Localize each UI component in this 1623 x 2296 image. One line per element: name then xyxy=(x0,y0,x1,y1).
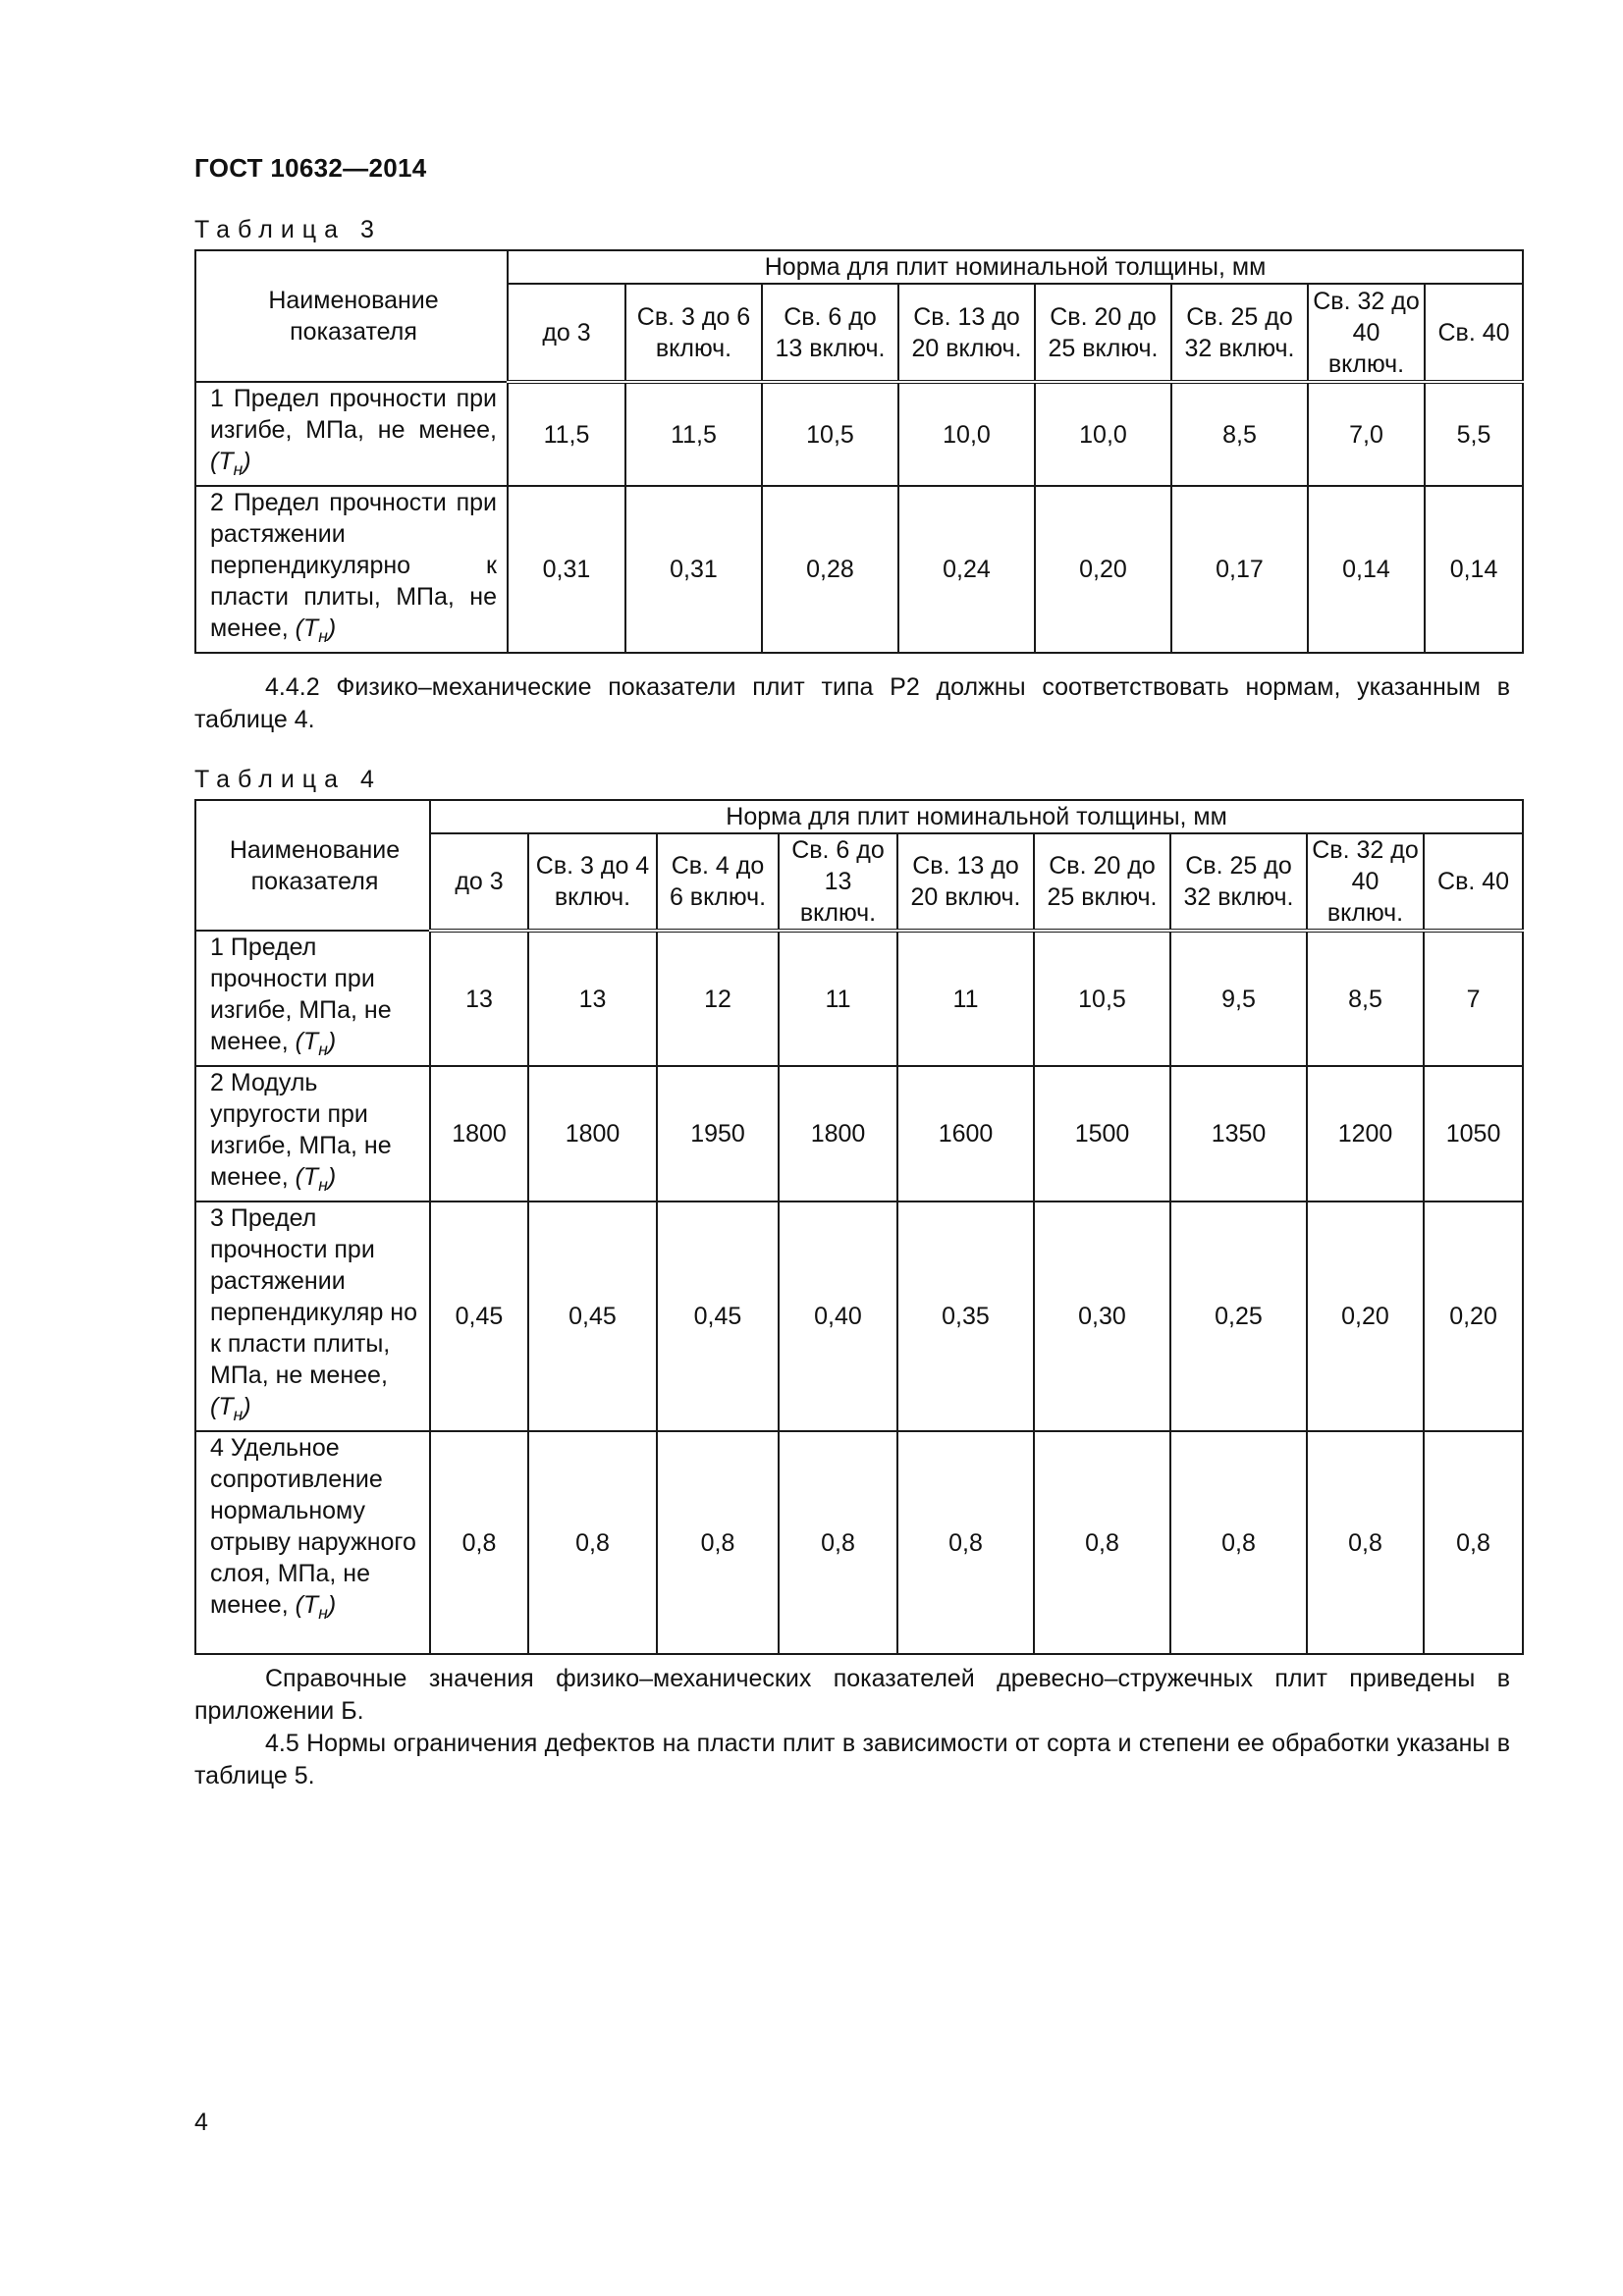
table-cell: 0,45 xyxy=(657,1201,779,1431)
table-3-row-name xyxy=(195,486,508,653)
table-cell: 0,17 xyxy=(1171,486,1308,653)
table-cell: 7 xyxy=(1424,931,1523,1066)
table-row xyxy=(195,1066,1523,1201)
paragraph-4-4-2 xyxy=(194,671,1510,736)
table-cell: 1800 xyxy=(430,1066,528,1201)
document-header: ГОСТ 10632—2014 xyxy=(194,153,427,183)
table-cell: 1950 xyxy=(657,1066,779,1201)
table-row xyxy=(195,1201,1523,1431)
table-cell: 0,30 xyxy=(1034,1201,1170,1431)
table-cell: 0,20 xyxy=(1424,1201,1523,1431)
table-3-col-header: Св. 6 до 13 включ. xyxy=(762,284,898,382)
table-cell: 0,8 xyxy=(1034,1431,1170,1654)
table-cell: 0,8 xyxy=(657,1431,779,1654)
row-name-text: 3 Предел прочности при растяжении перпендикуляр но к пласти плиты, МПа, не менее, xyxy=(210,1204,417,1389)
table-cell: 1350 xyxy=(1170,1066,1307,1201)
table-cell: 1800 xyxy=(779,1066,897,1201)
table-4 xyxy=(194,799,1524,1655)
table-4-col-header: Св. 25 до 32 включ. xyxy=(1170,833,1307,931)
table-cell: 0,8 xyxy=(1170,1431,1307,1654)
table-cell: 1800 xyxy=(528,1066,657,1201)
table-cell: 0,14 xyxy=(1425,486,1523,653)
table-cell: 0,8 xyxy=(779,1431,897,1654)
row-unit: $(T_н)$ xyxy=(210,448,251,479)
table-4-col-header: до 3 xyxy=(430,833,528,931)
table-row xyxy=(195,1431,1523,1654)
table-cell: 12 xyxy=(657,931,779,1066)
table-4-col-header: Св. 32 до 40 включ. xyxy=(1307,833,1424,931)
table-3-col-header: Св. 40 xyxy=(1425,284,1523,382)
table-4-caption: Таблица 4 xyxy=(194,766,382,793)
table-cell: 0,35 xyxy=(897,1201,1034,1431)
table-cell: 0,31 xyxy=(508,486,625,653)
table-4-group-header: Норма для плит номинальной толщины, мм xyxy=(430,800,1523,833)
table-4-row-name xyxy=(195,1066,430,1201)
row-name-text: 1 Предел прочности при изгибе, МПа, не менее, xyxy=(210,934,392,1055)
table-cell: 7,0 xyxy=(1308,382,1425,486)
row-unit: $(T_н)$ xyxy=(295,614,337,646)
table-3-group-header: Норма для плит номинальной толщины, мм xyxy=(508,250,1523,284)
page-number: 4 xyxy=(194,2109,208,2136)
table-3-caption: Таблица 3 xyxy=(194,216,382,243)
table-3 xyxy=(194,249,1524,654)
table-cell: 0,25 xyxy=(1170,1201,1307,1431)
table-cell: 0,28 xyxy=(762,486,898,653)
table-cell: 10,5 xyxy=(1034,931,1170,1066)
table-cell: 11,5 xyxy=(508,382,625,486)
table-cell: 1050 xyxy=(1424,1066,1523,1201)
row-unit: $(T_н)$ xyxy=(295,1591,337,1623)
row-name-text: 4 Удельное сопротивление нормальному отрыву наружного слоя, МПа, не менее, xyxy=(210,1434,416,1619)
paragraph-4-5: 4.5 Нормы ограничения дефектов на пласти плит в зависимости от сорта и степени ее обработки указаны в таблице 5. xyxy=(194,1730,1510,1789)
table-cell: 0,14 xyxy=(1308,486,1425,653)
table-cell: 10,0 xyxy=(1035,382,1171,486)
table-row xyxy=(195,931,1523,1066)
table-cell: 0,8 xyxy=(1424,1431,1523,1654)
table-cell: 11 xyxy=(779,931,897,1066)
paragraph-text: 4.4.2 Физико–механические показатели плит типа Р2 должны соответствовать нормам, указанным в таблице 4. xyxy=(194,673,1510,733)
table-4-col-header: Св. 4 до 6 включ. xyxy=(657,833,779,931)
table-cell: 10,0 xyxy=(898,382,1035,486)
table-3-col-header: Св. 25 до 32 включ. xyxy=(1171,284,1308,382)
table-cell: 10,5 xyxy=(762,382,898,486)
table-cell: 11,5 xyxy=(625,382,762,486)
table-cell: 0,20 xyxy=(1035,486,1171,653)
table-cell: 0,8 xyxy=(528,1431,657,1654)
row-unit: $(T_н)$ xyxy=(210,1393,251,1424)
row-name-text: 2 Предел прочности при растяжении перпендикулярно к пласти плиты, МПа, не менее, xyxy=(210,489,497,642)
table-cell: 11 xyxy=(897,931,1034,1066)
table-4-row-name xyxy=(195,931,430,1066)
table-cell: 0,8 xyxy=(897,1431,1034,1654)
table-3-col-header: Св. 20 до 25 включ. xyxy=(1035,284,1171,382)
table-4-col-header: Св. 13 до 20 включ. xyxy=(897,833,1034,931)
table-3-col-header: Св. 32 до 40 включ. xyxy=(1308,284,1425,382)
table-cell: 0,40 xyxy=(779,1201,897,1431)
table-cell: 13 xyxy=(528,931,657,1066)
row-unit: $(T_н)$ xyxy=(295,1163,337,1195)
table-cell: 0,8 xyxy=(1307,1431,1424,1654)
table-cell: 0,31 xyxy=(625,486,762,653)
table-cell: 0,45 xyxy=(528,1201,657,1431)
row-name-text: 2 Модуль упругости при изгибе, МПа, не менее, xyxy=(210,1069,392,1191)
table-cell: 9,5 xyxy=(1170,931,1307,1066)
table-cell: 0,45 xyxy=(430,1201,528,1431)
table-4-name-header: Наименование показателя xyxy=(195,800,430,931)
table-4-row-name xyxy=(195,1201,430,1431)
table-4-col-header: Св. 3 до 4 включ. xyxy=(528,833,657,931)
table-3-col-header: Св. 13 до 20 включ. xyxy=(898,284,1035,382)
table-cell: 1500 xyxy=(1034,1066,1170,1201)
table-cell: 5,5 xyxy=(1425,382,1523,486)
table-4-col-header: Св. 6 до 13 включ. xyxy=(779,833,897,931)
paragraph-text: Справочные значения физико–механических показателей древесно–стружечных плит приведены в приложении Б. xyxy=(194,1665,1510,1725)
table-cell: 0,8 xyxy=(430,1431,528,1654)
table-row xyxy=(195,486,1523,653)
table-row xyxy=(195,382,1523,486)
row-unit: $(T_н)$ xyxy=(295,1028,337,1059)
row-name-text: 1 Предел прочности при изгибе, МПа, не менее, xyxy=(210,385,497,444)
table-3-name-header: Наименование показателя xyxy=(195,250,508,382)
table-4-col-header: Св. 20 до 25 включ. xyxy=(1034,833,1170,931)
table-cell: 8,5 xyxy=(1171,382,1308,486)
table-3-row-name xyxy=(195,382,508,486)
table-cell: 13 xyxy=(430,931,528,1066)
table-cell: 1600 xyxy=(897,1066,1034,1201)
table-4-row-name xyxy=(195,1431,430,1654)
table-cell: 8,5 xyxy=(1307,931,1424,1066)
paragraph-reference xyxy=(194,1663,1510,1792)
table-3-col-header: Св. 3 до 6 включ. xyxy=(625,284,762,382)
table-3-col-header: до 3 xyxy=(508,284,625,382)
table-cell: 0,24 xyxy=(898,486,1035,653)
table-4-col-header: Св. 40 xyxy=(1424,833,1523,931)
table-cell: 0,20 xyxy=(1307,1201,1424,1431)
table-cell: 1200 xyxy=(1307,1066,1424,1201)
